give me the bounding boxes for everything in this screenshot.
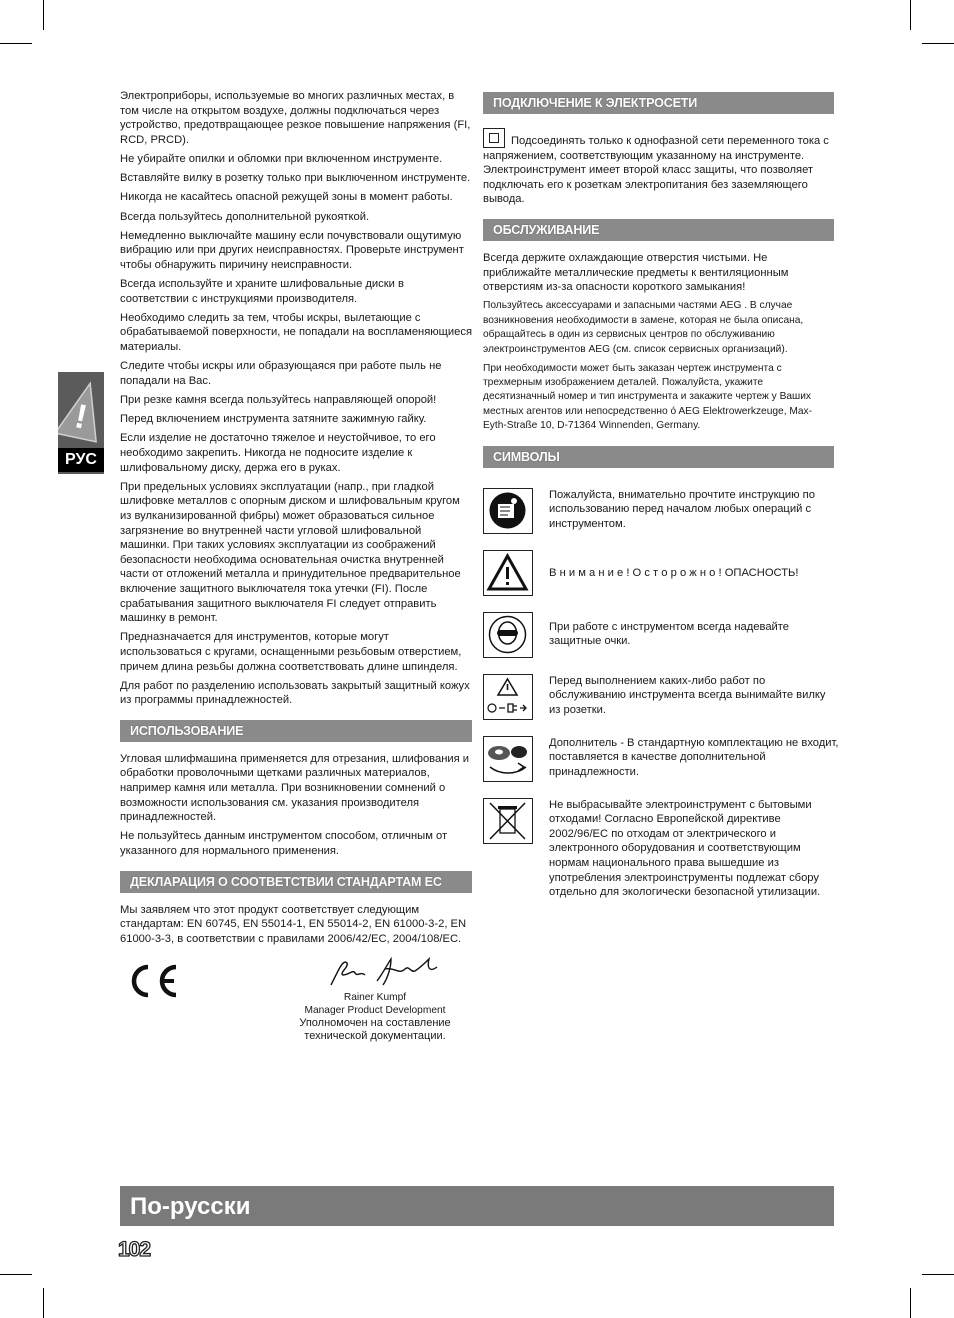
paragraph: Если изделие не достаточно тяжелое и неустойчивое, то его необходимо закрепить. Никогда не подносите изделие к шлифовальному диску, держа его в руках. xyxy=(120,432,436,474)
signer-title: Manager Product Development xyxy=(304,1005,446,1016)
crossed-bin-icon xyxy=(483,798,533,844)
left-column xyxy=(120,89,472,1051)
language-side-tab xyxy=(58,372,104,474)
read-manual-icon xyxy=(483,488,533,534)
safety-paragraphs xyxy=(120,89,472,708)
usage-heading: ИСПОЛЬЗОВАНИЕ xyxy=(120,720,472,742)
crop-mark xyxy=(922,1274,954,1275)
symbol-text: Пожалуйста, внимательно прочтите инструкцию по использованию перед началом любых операций с инструментом. xyxy=(549,488,815,530)
ce-mark-icon xyxy=(122,961,182,1006)
power-paragraph xyxy=(483,128,834,207)
class-ii-icon xyxy=(483,128,505,148)
paragraph: Всегда держите охлаждающие отверстия чистыми. Не приближайте металлические предметы к вентиляционным отверстиям из-за опасности короткого замыкания! xyxy=(483,251,789,294)
paragraph: При предельных условиях эксплуатации (напр., при гладкой шлифовке металлов с опорным диском и шлифовальным кругом из вулканизированной фибры) может образоваться сильное загрязнение во внутренней части угловой шлифовальной машинки. При таких условиях эксплуатации из соображений безопасности необходима основательная очистка внутренней части от отложений металла и принудительное предварительное включение защитного выключателя тока утечки (FI). После срабатывания защитного выключателя FI следует отправить машинку в ремонт. xyxy=(120,480,461,625)
paragraph: Никогда не касайтесь опасной режущей зоны в момент работы. xyxy=(120,191,453,204)
declaration-text: Мы заявляем что этот продукт соответствует следующим стандартам: EN 60745, EN 55014-1, EN 55014-2, EN 61000-3-2, EN 61000-3-3, в соответствии с правилами 2006/42/EC, 2004/108/EC. xyxy=(120,903,467,945)
warning-triangle-icon xyxy=(483,550,533,596)
paragraph: Пользуйтесь аксессуарами и запасными частями AEG . В случае возникновения необходимости в замене, которая не была описана, обращайтесь в один из сервисных центров по обслуживанию электроинструментов AEG (см. список сервисных организаций). xyxy=(483,300,804,355)
paragraph: Всегда используйте и храните шлифовальные диски в соответствии с инструкциями производителя. xyxy=(120,278,404,305)
symbol-text: Перед выполнением каких-либо работ по обслуживанию инструмента всегда вынимайте вилку из розетки. xyxy=(549,674,826,716)
paragraph: Угловая шлифмашина применяется для отрезания, шлифования и обработки проволочными щетками различных материалов, например камня или металла. При возникновении сомнений о возможности использования см. указания производителя принадлежностей. xyxy=(120,752,470,824)
paragraph: Перед включением инструмента затяните зажимную гайку. xyxy=(120,413,427,426)
symbols-heading: СИМВОЛЫ xyxy=(483,446,834,468)
paragraph: Необходимо следить за тем, чтобы искры, вылетающие с обрабатываемой поверхности, не попадали на воспламеняющиеся материалы. xyxy=(120,311,473,354)
symbol-text: В н и м а н и е ! О с т о р о ж н о ! ОПАСНОСТЬ! xyxy=(549,566,799,579)
safety-goggles-icon xyxy=(483,612,533,658)
symbol-row xyxy=(483,550,834,608)
paragraph: Немедленно выключайте машину если почувствовали ощутимую вибрацию или при других неисправностях. Проверьте инструмент чтобы обнаружить пиричину неисправности. xyxy=(120,229,464,271)
declaration-heading: ДЕКЛАРАЦИЯ О СООТВЕТСТВИИ СТАНДАРТАМ ЕС xyxy=(120,871,472,893)
unplug-icon xyxy=(483,674,533,720)
crop-mark xyxy=(922,43,954,44)
paragraph: При необходимости может быть заказан чертеж инструмента с трехмерным изображением деталей. Пожалуйста, укажите десятизначный номер и тип инструмента и закажите чертеж у Ваших местных агентов или непосредственно ó AEG Elektrowerkzeuge, Max-Eyth-Straße 10, D-71364 Winnenden, Germany. xyxy=(483,362,813,432)
paragraph: Не убирайте опилки и обломки при включенном инструменте. xyxy=(120,152,443,165)
signer-info xyxy=(280,991,470,1043)
symbol-row xyxy=(483,798,834,899)
symbol-text: Дополнитель - В стандартную комплектацию не входит, поставляется в качестве дополнительной принадлежности. xyxy=(549,736,839,778)
crop-mark xyxy=(0,43,32,44)
crop-mark xyxy=(43,0,44,30)
crop-mark xyxy=(0,1274,32,1275)
symbols-list xyxy=(483,488,839,899)
right-column xyxy=(483,80,839,899)
signature-image xyxy=(325,955,445,994)
paragraph: Предназначается для инструментов, которые могут использоваться с кругами, оснащенными резьбовым отверстием, причем длина резьбы должна соответствовать длине шпинделя. xyxy=(120,631,462,673)
symbol-text: Не выбрасывайте электроинструмент с бытовыми отходами! Согласно Европейской директиве 2002/96/EC по отходам от электрического и электронного оборудования и соответствующим нормам национального права вышедшие из употребления электроинструменты подлежат сбору отдельно для экологически безопасной утилизации. xyxy=(549,798,821,899)
crop-mark xyxy=(910,0,911,30)
paragraph: Всегда пользуйтесь дополнительной рукояткой. xyxy=(120,210,370,223)
page-number: 102 xyxy=(118,1238,151,1261)
svg-text:!: ! xyxy=(71,397,91,437)
symbol-row xyxy=(483,612,834,670)
paragraph: Электроприборы, используемые во многих различных местах, в том числе на открытом воздухе, должны подключаться через устройство, предотвращающее резкое повышение напряжения (FI, RCD, PRCD). xyxy=(120,90,471,146)
warning-exclamation-icon xyxy=(58,372,104,444)
symbol-row xyxy=(483,674,834,732)
power-text: Подсоединять только к однофазной сети переменного тока с напряжением, соответствующим указанному на инструменте. Электроинструмент имеет второй класс защиты, что позволяет подключать его к розеткам электропитания без заземляющего вывода. xyxy=(483,135,829,206)
accessory-icon xyxy=(483,736,533,782)
paragraph: При резке камня всегда пользуйтесь направляющей опорой! xyxy=(120,394,437,407)
signer-role: Уполномочен на составление технической документации. xyxy=(299,1017,451,1042)
signer-name: Rainer Kumpf xyxy=(343,992,407,1003)
paragraph: Следите чтобы искры или образующаяся при работе пыль не попадали на Вас. xyxy=(120,360,442,387)
power-heading: ПОДКЛЮЧЕНИЕ К ЭЛЕКТРОСЕТИ xyxy=(483,92,834,114)
paragraph: Для работ по разделению использовать закрытый защитный кожух из программы принадлежностей. xyxy=(120,679,470,707)
signature-block xyxy=(120,951,472,1051)
symbol-row xyxy=(483,488,834,546)
paragraph: Не пользуйтесь данным инструментом способом, отличным от указанного для нормального применения. xyxy=(120,830,448,858)
crop-mark xyxy=(43,1288,44,1318)
symbol-text: При работе с инструментом всегда надевайте защитные очки. xyxy=(549,620,790,648)
service-heading: ОБСЛУЖИВАНИЕ xyxy=(483,219,834,241)
paragraph: Вставляйте вилку в розетку только при выключенном инструменте. xyxy=(120,172,471,185)
crop-mark xyxy=(910,1288,911,1318)
language-code: РУС xyxy=(58,448,104,472)
symbol-row xyxy=(483,736,839,794)
language-footer-bar: По-русски xyxy=(120,1186,834,1226)
